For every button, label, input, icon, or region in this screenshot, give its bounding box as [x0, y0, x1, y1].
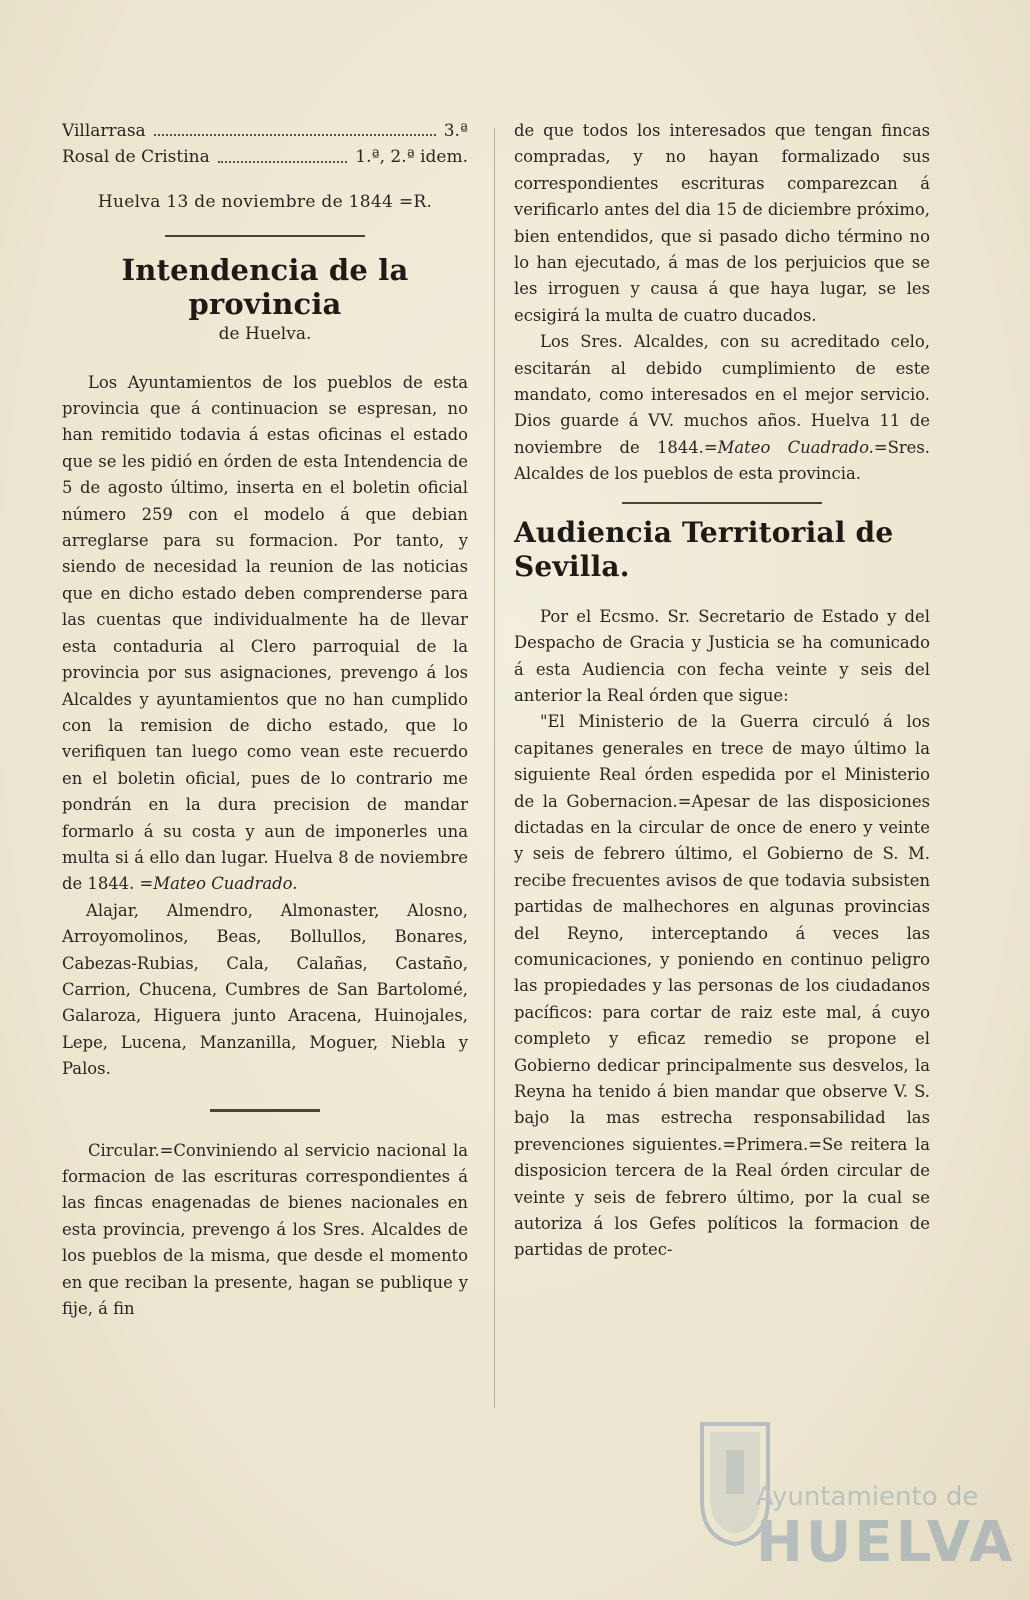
paragraph-circular-start: Circular.=Conviniendo al servicio nacional la formacion de las escrituras correspondientes á las fincas enagenadas de bienes nacionales en esta provincia, prevengo á los Sres. Alcaldes de los pueblos de la misma, que desde el momento en que reciban la presente, hagan se publique y fije, á fin [62, 1140, 468, 1319]
list-line-villarrasa [62, 118, 468, 144]
paragraph-text: Los Sres. Alcaldes, con su acreditado celo, escitarán al debido cumplimiento de este mandato, como interesados en el mejor servicio. Dios guarde á VV. muchos años. Huelva 11 de noviembre de 1844. [514, 332, 930, 457]
paragraph-text: Los Ayuntamientos de los pueblos de esta provincia que á continuacion se espresan, no han remitido todavia á estas oficinas el estado que se les pidió en órden de esta Intendencia de 5 de agosto último, inserta en el boletin oficial número 259 con el modelo á que debian arreglarse para su formacion. Por tanto, y siendo de necesidad la reunion de las noticias que en dicho estado deben comprenderse para las cuentas que individualmente ha de llevar esta contaduria al Clero parroquial de la provincia por sus asignaciones, prevengo á los Alcaldes y ayuntamientos que no han cumplido con la remision de dicho estado, que lo verifiquen tan luego como vean este recuerdo en el boletin oficial, pues de lo contrario me pondrán en la dura precision de mandar formarlo á su costa y aun de imponerles una multa si á ello dan lugar. Huelva 8 de noviembre de 1844. [62, 372, 468, 894]
paragraph-intendencia [62, 370, 468, 898]
section-title-intendencia: Intendencia de la provincia [121, 253, 409, 322]
leader-dots [154, 118, 436, 136]
section-title-audiencia: Audiencia Territorial de Sevilla. [514, 515, 894, 583]
watermark-logo [636, 1410, 1016, 1580]
signature: =Mateo Cuadrado. [139, 874, 298, 894]
section-rule [165, 235, 365, 237]
section-subtitle: de Huelva. [218, 324, 312, 345]
list-line-rosal [62, 144, 468, 170]
signature: =Mateo Cuadrado. [703, 437, 874, 457]
leader-dots [218, 144, 348, 162]
watermark-line1: Ayuntamiento de [756, 1482, 979, 1512]
list-town-name: Rosal de Cristina [62, 147, 210, 168]
right-column [514, 118, 930, 1264]
paragraph-circular-closing [514, 329, 930, 487]
towns-list: Alajar, Almendro, Almonaster, Alosno, Arroyomolinos, Beas, Bollullos, Bonares, Cabezas-Rubias, Cala, Calañas, Castaño, Carrion, Chucena, Cumbres de San Bartolomé, Galaroza, Higuera junto Aracena, Huinojales, Lepe, Lucena, Manzanilla, Moguer, Niebla y Palos. [62, 900, 468, 1079]
paragraph-circular-continued: de que todos los interesados que tengan fincas compradas, y no hayan formalizado sus correspondientes escrituras comparezcan á verificarlo antes del dia 15 de diciembre próximo, bien entendidos, que si pasado dicho término no lo han ejecutado, á mas de los perjuicios que se les irroguen y causa á que haya lugar, se les ecsigirá la multa de cuatro ducados. [514, 121, 930, 325]
dateline: Huelva 13 de noviembre de 1844 =R. [97, 191, 433, 212]
list-town-value: 3.ª [443, 121, 468, 141]
section-rule [622, 502, 822, 504]
left-column [62, 118, 468, 1322]
list-town-value: 1.ª, 2.ª idem. [355, 147, 468, 168]
paragraph-real-orden: "El Ministerio de la Guerra circuló á los capitanes generales en trece de mayo último la siguiente Real órden espedida por el Ministerio de la Gobernacion.=Apesar de las disposiciones dictadas en la circular de once de enero y veinte y seis de febrero último, el Gobierno de S. M. recibe frecuentes avisos de que todavia subsisten partidas de malhechores en algunas provincias del Reyno, interceptando á veces las comunicaciones, y poniendo en continuo peligro las propiedades y las personas de los ciudadanos pacíficos: para cortar de raiz este mal, á cuyo completo y eficaz remedio se propone el Gobierno dedicar principalmente sus desvelos, la Reyna ha tenido á bien mandar que observe V. S. bajo la mas estrecha responsabilidad las prevenciones siguientes.=Primera.=Se reitera la disposicion tercera de la Real órden circular de veinte y seis de febrero último, por la cual se autoriza á los Gefes políticos la formacion de partidas de protec- [514, 712, 930, 1260]
watermark-line2: HUELVA [756, 1510, 1016, 1575]
paragraph-audiencia: Por el Ecsmo. Sr. Secretario de Estado y del Despacho de Gracia y Justicia se ha comunicado á esta Audiencia con fecha veinte y seis del anterior la Real órden que sigue: [514, 606, 930, 705]
column-divider [494, 128, 495, 1408]
closing-text: =Sres. Alcaldes de los pueblos de esta provincia. [514, 437, 930, 484]
list-town-name: Villarrasa [62, 121, 146, 141]
section-rule [210, 1109, 320, 1112]
